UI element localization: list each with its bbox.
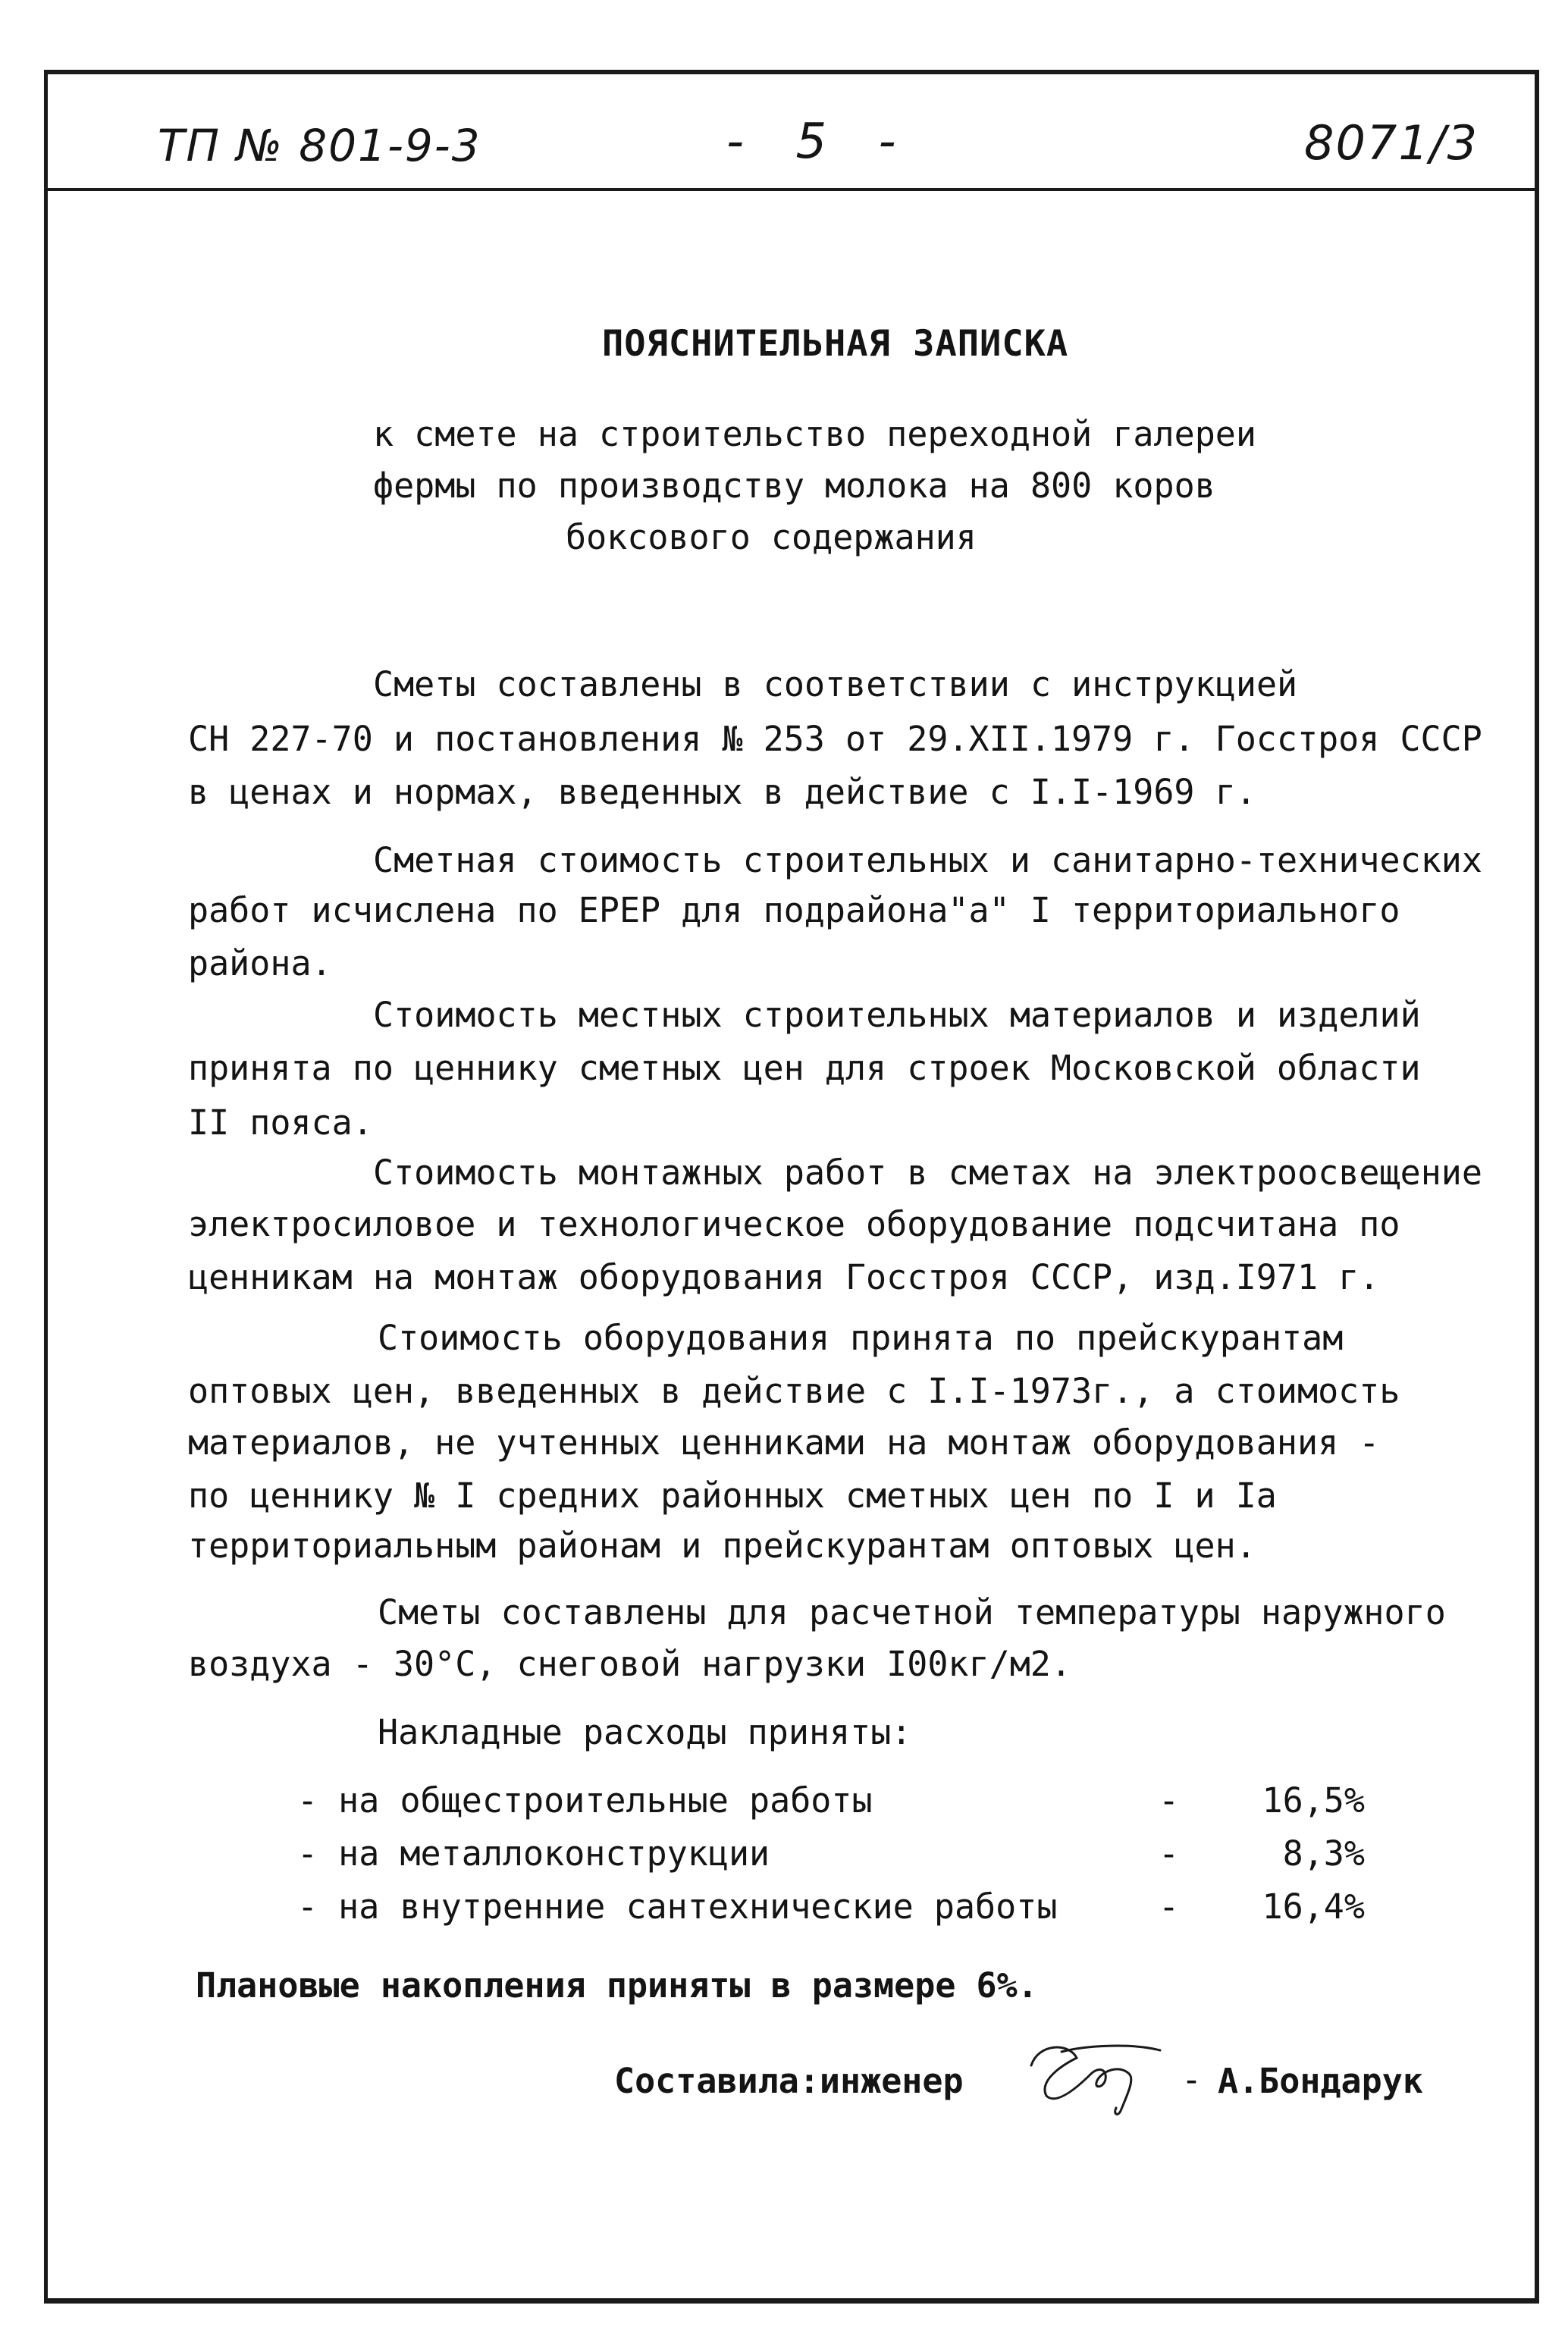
body-line: в ценах и нормах, введенных в действие с I.I-1969 г. — [188, 772, 1256, 812]
body-line: по ценнику № I средних районных сметных цен по I и Iа — [188, 1476, 1277, 1516]
signature-dash: - — [1181, 2059, 1203, 2100]
body-line: района. — [188, 943, 332, 983]
compiled-by-label: Составила:инженер — [614, 2061, 964, 2101]
overhead-value: 16,4% — [1262, 1887, 1365, 1927]
reference-number: 8071/3 — [1304, 115, 1479, 171]
body-line: материалов, не учтенных ценниками на монтаж оборудования - — [188, 1422, 1380, 1463]
body-line: Стоимость монтажных работ в сметах на электроосвещение — [373, 1153, 1482, 1193]
body-line: территориальным районам и прейскурантам оптовых цен. — [188, 1526, 1256, 1566]
body-line: II пояса. — [188, 1102, 373, 1143]
doc-code: ТП № 801-9-3 — [158, 120, 481, 171]
overhead-dash: - — [1159, 1887, 1180, 1927]
overhead-label: - на общестроительные работы — [297, 1780, 873, 1821]
body-line: СН 227-70 и постановления № 253 от 29.XII.1979 г. Госстроя СССР — [188, 719, 1482, 759]
compiler-name: А.Бондарук — [1218, 2061, 1423, 2101]
body-line: Сметы составлены для расчетной температуры наружного — [378, 1592, 1446, 1632]
subtitle-line-1: к смете на строительство переходной галереи — [373, 414, 1256, 454]
body-line: воздуха - 30°С, снеговой нагрузки I00кг/м2. — [188, 1644, 1071, 1684]
overhead-dash: - — [1159, 1780, 1180, 1821]
body-line: Сметы составлены в соответствии с инструкцией — [373, 664, 1298, 704]
subtitle-line-2: фермы по производству молока на 800 коров — [373, 466, 1215, 506]
overhead-label: - на внутренние сантехнические работы — [297, 1887, 1058, 1927]
body-line: принята по ценнику сметных цен для строек Московской области — [188, 1048, 1421, 1088]
body-line: Сметная стоимость строительных и санитарно-технических — [373, 840, 1482, 880]
header-divider — [44, 188, 1539, 191]
page-number: - 5 - — [726, 114, 914, 170]
planned-savings: Плановые накопления приняты в размере 6%. — [196, 1965, 1038, 2006]
body-line: Стоимость местных строительных материалов и изделий — [373, 995, 1421, 1035]
page-title: ПОЯСНИТЕЛЬНАЯ ЗАПИСКА — [602, 323, 1069, 365]
body-line: ценникам на монтаж оборудования Госстроя СССР, изд.I971 г. — [188, 1257, 1380, 1297]
body-line: Стоимость оборудования принята по прейскурантам — [378, 1318, 1344, 1358]
body-line: работ исчислена по ЕРЕР для подрайона"а" I территориального — [188, 890, 1400, 930]
body-line: оптовых цен, введенных в действие с I.I-1973г., а стоимость — [188, 1371, 1400, 1411]
overhead-value: 8,3% — [1282, 1833, 1365, 1874]
subtitle-line-3: боксового содержания — [566, 517, 977, 557]
body-line: электросиловое и технологическое оборудование подсчитана по — [188, 1204, 1400, 1244]
body-line: Накладные расходы приняты: — [378, 1712, 912, 1752]
overhead-dash: - — [1159, 1833, 1180, 1874]
overhead-label: - на металлоконструкции — [297, 1833, 770, 1874]
overhead-value: 16,5% — [1262, 1780, 1365, 1821]
signature-image — [1016, 2035, 1168, 2119]
